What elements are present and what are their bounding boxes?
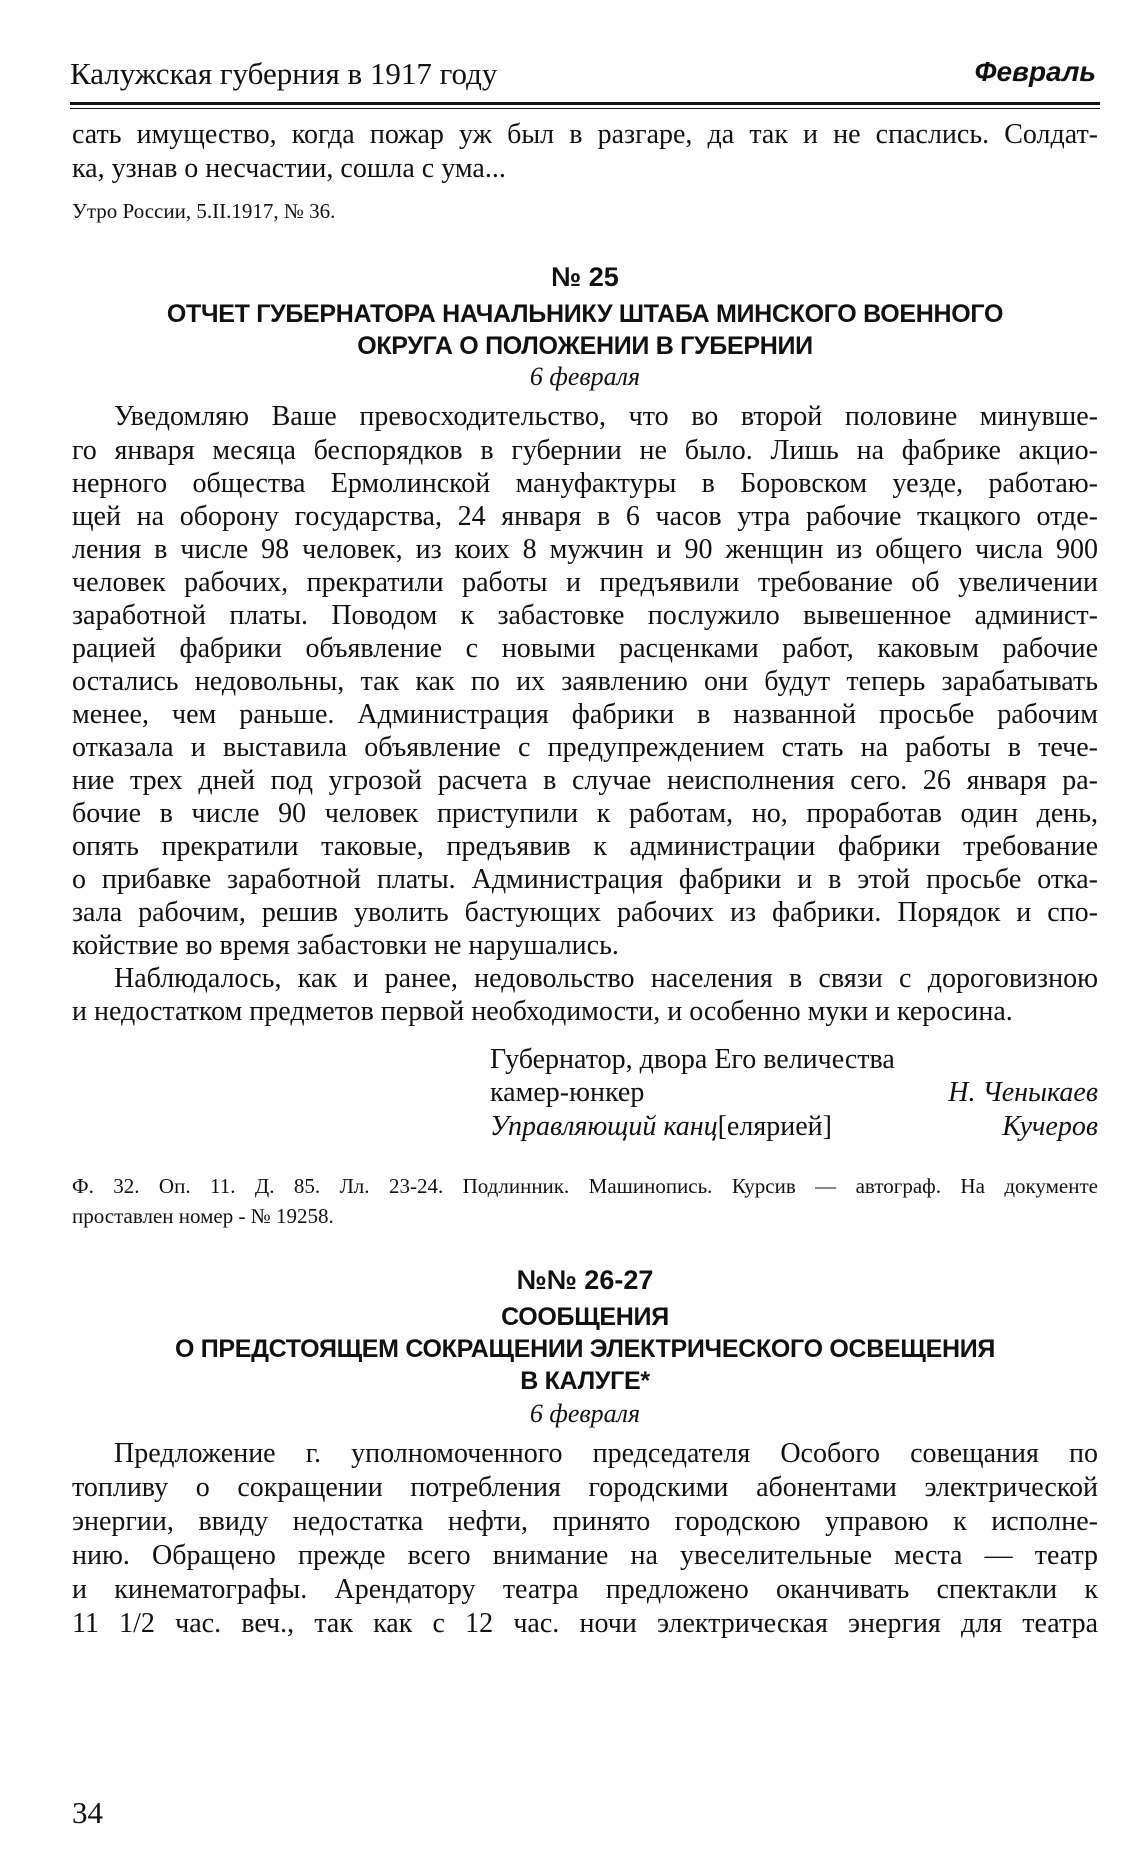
body-line: опять прекратили таковые, предъявив к администрации фабрики требование <box>72 831 1098 862</box>
document-heading: ОКРУГА О ПОЛОЖЕНИИ В ГУБЕРНИИ <box>357 332 813 360</box>
body-line: и кинематографы. Арендатору театра предложено оканчивать спектакли к <box>72 1574 1098 1605</box>
body-line: нерного общества Ермолинской мануфактуры в Боровском уезде, работаю- <box>72 468 1098 499</box>
body-line: го января месяца беспорядков в губернии не было. Лишь на фабрике акцио- <box>72 435 1098 466</box>
running-header-month: Февраль <box>974 56 1096 87</box>
body-line: зала рабочим, решив уволить бастующих рабочих из фабрики. Порядок и спо- <box>72 897 1098 928</box>
body-line: остались недовольны, так как по их заявлению они будут теперь зарабатывать <box>72 666 1098 697</box>
body-line: нию. Обращено прежде всего внимание на увеселительные места — театр <box>72 1540 1098 1571</box>
body-line: и недостатком предметов первой необходимости, и особенно муки и керосина. <box>72 996 1013 1027</box>
document-date: 6 февраля <box>529 362 641 391</box>
body-line: заработной платы. Поводом к забастовке послужило вывешенное админист- <box>72 600 1098 631</box>
document-heading: СООБЩЕНИЯ <box>501 1303 669 1331</box>
signature-manager-title-bracket: [елярией] <box>717 1111 832 1142</box>
document-heading: В КАЛУГЕ* <box>520 1367 650 1395</box>
signature-governor: Н. Ченыкаев <box>948 1077 1098 1108</box>
signature-manager: Кучеров <box>1002 1111 1098 1142</box>
body-line: ления в числе 98 человек, из коих 8 мужчин и 90 женщин из общего числа 900 <box>72 534 1098 565</box>
body-line: койствие во время забастовки не нарушались. <box>72 930 619 961</box>
body-line: топливу о сокращении потребления городскими абонентами электрической <box>72 1472 1098 1503</box>
document-heading: О ПРЕДСТОЯЩЕМ СОКРАЩЕНИИ ЭЛЕКТРИЧЕСКОГО ОСВЕЩЕНИЯ <box>174 1335 996 1363</box>
document-number: № 25 <box>551 262 619 292</box>
body-line: ка, узнав о несчастии, сошла с ума... <box>72 153 506 184</box>
body-line: менее, чем раньше. Администрация фабрики в названной просьбе рабочим <box>72 699 1098 730</box>
body-line: Уведомляю Ваше превосходительство, что во второй половине минувше- <box>114 401 1098 432</box>
running-header <box>70 56 1096 100</box>
signature-manager-title-italic: Управляющий канц <box>490 1111 718 1142</box>
document-date: 6 февраля <box>529 1399 641 1428</box>
signature-manager-title <box>490 1112 890 1142</box>
body-line: человек рабочих, прекратили работы и предъявили требование об увеличении <box>72 567 1098 598</box>
body-line: бочие в числе 90 человек приступили к работам, но, проработав один день, <box>72 798 1098 829</box>
body-line: отказала и выставила объявление с предупреждением стать на работы в тече- <box>72 732 1098 763</box>
archive-reference: проставлен номер - № 19258. <box>72 1204 334 1228</box>
document-number: №№ 26-27 <box>516 1265 654 1295</box>
body-line: энергии, ввиду недостатка нефти, принято городскою управою к исполне- <box>72 1506 1098 1537</box>
source-note: Утро России, 5.II.1917, № 36. <box>72 199 336 223</box>
body-line: 11 1/2 час. веч., так как с 12 час. ночи электрическая энергия для театра <box>72 1608 1098 1639</box>
body-line: сать имущество, когда пожар уж был в разгаре, да так и не спаслись. Солдат- <box>72 119 1098 150</box>
body-line: Наблюдалось, как и ранее, недовольство населения в связи с дороговизною <box>114 963 1098 994</box>
signature-rank: камер-юнкер <box>490 1077 645 1108</box>
body-line: о прибавке заработной платы. Администрация фабрики и в этой просьбе отка- <box>72 864 1098 895</box>
document-heading: ОТЧЕТ ГУБЕРНАТОРА НАЧАЛЬНИКУ ШТАБА МИНСКОГО ВОЕННОГО <box>166 300 1004 328</box>
body-line: ние трех дней под угрозой расчета в случае неисполнения сего. 26 января ра- <box>72 765 1098 796</box>
signature-title: Губернатор, двора Его величества <box>490 1044 895 1075</box>
archive-reference: Ф. 32. Оп. 11. Д. 85. Лл. 23-24. Подлинник. Машинопись. Курсив — автограф. На документе <box>72 1174 1098 1198</box>
body-line: щей на оборону государства, 24 января в 6 часов утра рабочие ткацкого отде- <box>72 501 1098 532</box>
header-rule-thin <box>70 108 1100 109</box>
page-number: 34 <box>72 1795 103 1830</box>
body-line: Предложение г. уполномоченного председателя Особого совещания по <box>114 1438 1098 1469</box>
header-rule-thick <box>70 102 1100 105</box>
body-line: рацией фабрики объявление с новыми расценками работ, каковым рабочие <box>72 633 1098 664</box>
running-header-title: Калужская губерния в 1917 году <box>70 56 498 91</box>
